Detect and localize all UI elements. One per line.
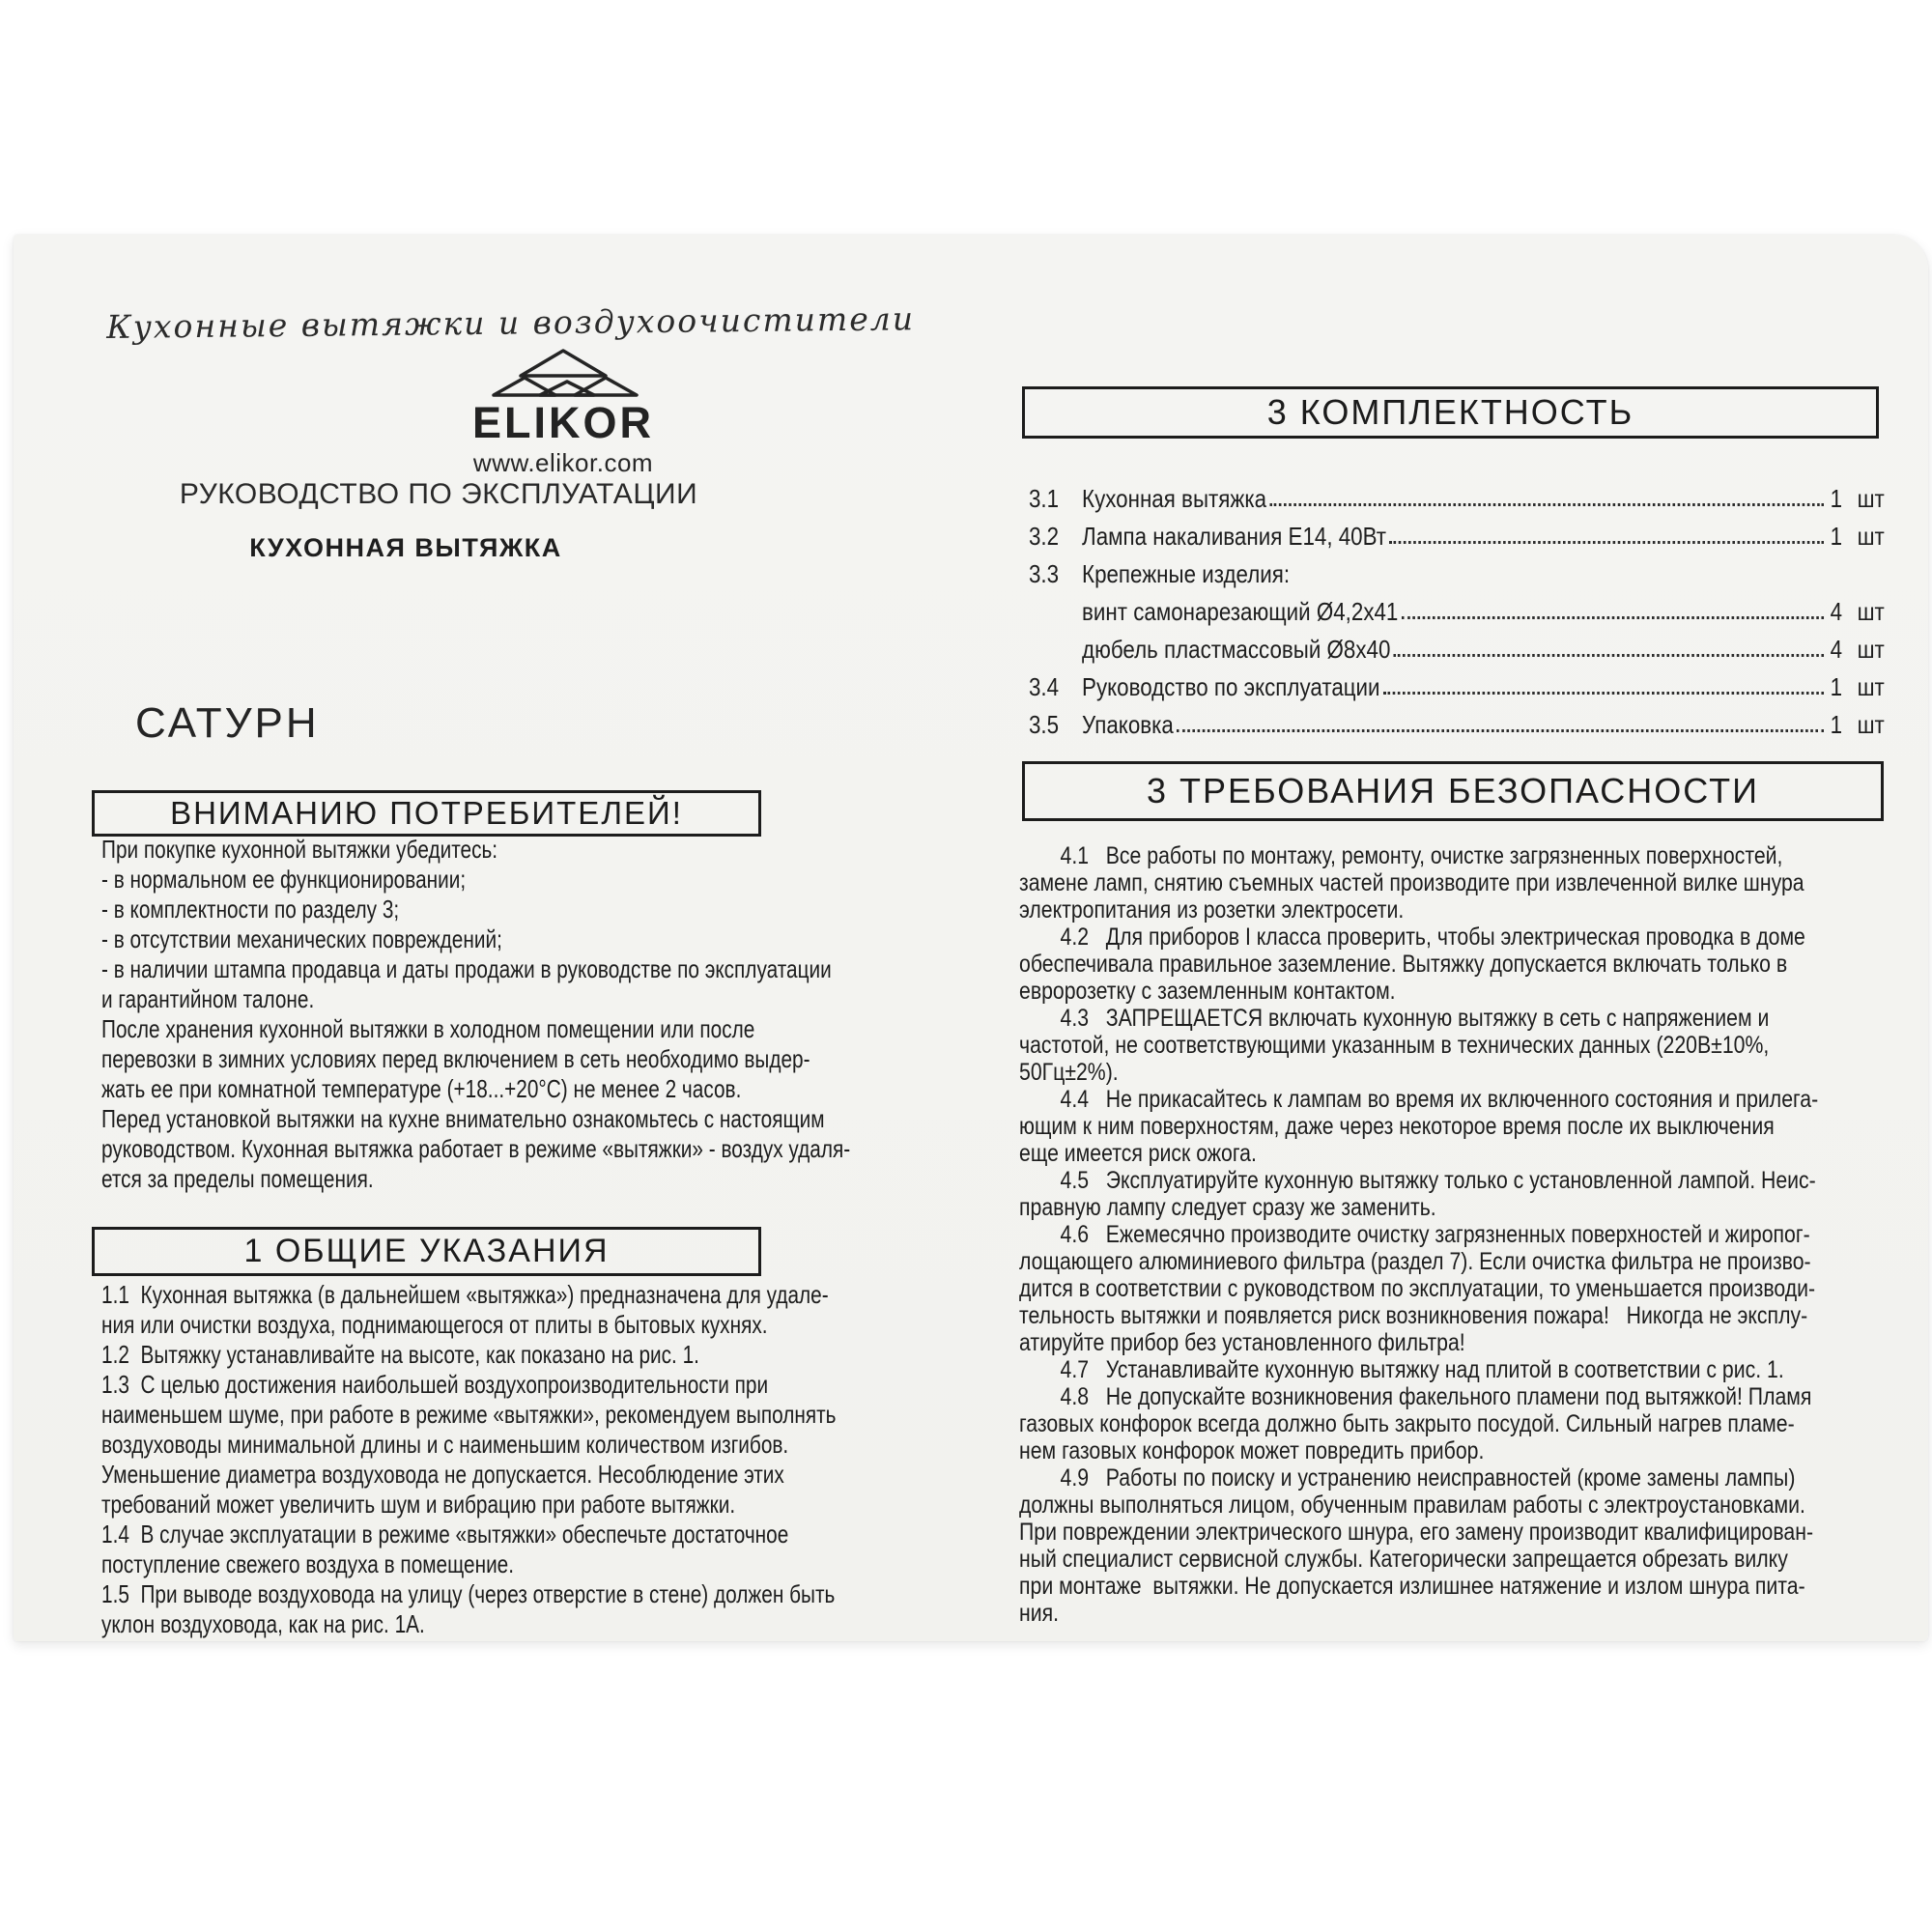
text-line: перевозки в зимних условиях перед включением в сеть необходимо выдер- [101, 1044, 810, 1073]
text-line: При покупке кухонной вытяжки убедитесь: [101, 835, 498, 864]
text-line: 4.5 Эксплуатируйте кухонную вытяжку только с установленной лампой. Неис- [1060, 1167, 1816, 1194]
text-line: 1.2 Вытяжку устанавливайте на высоте, как показано на рис. 1. [101, 1340, 699, 1369]
contents-row [1029, 552, 1885, 589]
contents-row [1029, 514, 1885, 552]
item-quantity: 4 [1830, 597, 1843, 626]
text-line: 4.3 ЗАПРЕЩАЕТСЯ включать кухонную вытяжку в сеть с напряжением и [1060, 1005, 1770, 1032]
text-line: уклон воздуховода, как на рис. 1А. [101, 1609, 425, 1638]
text-line: - в нормальном ее функционировании; [101, 865, 467, 894]
item-number: 3.4 [1029, 672, 1060, 701]
attention-title: ВНИМАНИЮ ПОТРЕБИТЕЛЕЙ! [170, 795, 683, 831]
brand-tagline: Кухонные вытяжки и воздухоочистители [106, 299, 916, 346]
text-line: требований может увеличить шум и вибрацию при работе вытяжки. [101, 1490, 736, 1519]
item-unit: шт [1857, 597, 1885, 626]
text-line: 1.3 С целью достижения наибольшей воздухопроизводительности при [101, 1370, 769, 1399]
contents-title: 3 КОМПЛЕКТНОСТЬ [1266, 392, 1634, 432]
contents-section-header [1022, 386, 1879, 439]
text-line: жать ее при комнатной температуре (+18...+20°С) не менее 2 часов. [101, 1074, 742, 1103]
text-line: дится в соответствии с руководством по эксплуатации, то уменьшается производи- [1019, 1275, 1816, 1302]
text-line: 1.5 При выводе воздуховода на улицу (через отверстие в стене) должен быть [101, 1579, 836, 1608]
text-line: лощающего алюминиевого фильтра (раздел 7). Если очистка фильтра не произво- [1019, 1248, 1811, 1275]
attention-text [101, 835, 851, 1194]
text-line: 4.7 Устанавливайте кухонную вытяжку над плитой в соответствии с рис. 1. [1060, 1356, 1784, 1383]
item-unit: шт [1857, 635, 1885, 664]
text-line: должны выполняться лицом, обученным правилам работы с электроустановками. [1019, 1492, 1805, 1519]
text-line: 4.8 Не допускайте возникновения факельного пламени под вытяжкой! Пламя [1060, 1383, 1812, 1410]
item-unit: шт [1857, 522, 1885, 551]
item-unit: шт [1857, 484, 1885, 513]
safety-text [1019, 842, 1893, 1627]
item-unit: шт [1857, 710, 1885, 739]
text-line: 4.9 Работы по поиску и устранению неисправностей (кроме замены лампы) [1060, 1464, 1796, 1492]
contents-row [1029, 665, 1885, 702]
text-line: ется за пределы помещения. [101, 1164, 374, 1193]
item-text: Лампа накаливания Е14, 40Вт [1082, 522, 1387, 551]
item-text: Руководство по эксплуатации [1082, 672, 1380, 701]
text-line: при монтаже вытяжки. Не допускается излишнее натяжение и излом шнура пита- [1019, 1573, 1805, 1600]
text-line: частотой, не соответствующими указанным в технических данных (220В±10%, [1019, 1032, 1770, 1059]
text-line: воздуховоды минимальной длины и с наименьшим количеством изгибов. [101, 1430, 789, 1459]
text-line: тельность вытяжки и появляется риск возникновения пожара! Никогда не эксплу- [1019, 1302, 1808, 1329]
contents-list [1029, 476, 1885, 740]
contents-row [1029, 476, 1885, 514]
text-line: поступление свежего воздуха в помещение. [101, 1549, 515, 1578]
item-unit: шт [1857, 672, 1885, 701]
general-title: 1 ОБЩИЕ УКАЗАНИЯ [243, 1233, 610, 1269]
text-line: правную лампу следует сразу же заменить. [1019, 1194, 1436, 1221]
item-quantity: 4 [1830, 635, 1843, 664]
text-line: После хранения кухонной вытяжки в холодном помещении или после [101, 1014, 755, 1043]
text-line: и гарантийном талоне. [101, 984, 315, 1013]
contents-row [1029, 702, 1885, 740]
item-number: 3.3 [1029, 559, 1060, 588]
text-line: 50Гц±2%). [1019, 1059, 1119, 1086]
text-line: обеспечивала правильное заземление. Вытяжку допускается включать только в [1019, 951, 1788, 978]
text-line: 4.6 Ежемесячно производите очистку загрязненных поверхностей и жиропог- [1060, 1221, 1810, 1248]
item-text: Упаковка [1082, 710, 1174, 739]
doc-subtitle: КУХОННАЯ ВЫТЯЖКА [249, 533, 562, 562]
dotted-leader [1269, 503, 1824, 506]
contents-row [1029, 589, 1885, 627]
item-quantity: 1 [1830, 672, 1843, 701]
elikor-logo-icon [467, 347, 660, 399]
text-line: наименьшем шуме, при работе в режиме «вытяжки», рекомендуем выполнять [101, 1400, 837, 1429]
model-name: САТУРН [135, 699, 320, 747]
dotted-leader [1394, 654, 1824, 657]
text-line: Уменьшение диаметра воздуховода не допускается. Несоблюдение этих [101, 1460, 784, 1489]
doc-title: РУКОВОДСТВО ПО ЭКСПЛУАТАЦИИ [179, 478, 698, 510]
text-line: замене ламп, снятию съемных частей производите при извлеченной вилке шнура [1019, 869, 1804, 896]
text-line: 4.2 Для приборов I класса проверить, чтобы электрическая проводка в доме [1060, 923, 1805, 951]
text-line: атируйте прибор без установленного фильтра! [1019, 1329, 1465, 1356]
text-line: 1.1 Кухонная вытяжка (в дальнейшем «вытяжка») предназначена для удале- [101, 1280, 829, 1309]
general-section-header [92, 1227, 761, 1276]
text-line: При повреждении электрического шнура, его замену производит квалифицирован- [1019, 1519, 1814, 1546]
elikor-logo [467, 347, 660, 478]
item-text: винт самонарезающий Ø4,2х41 [1082, 597, 1399, 626]
text-line: 4.4 Не прикасайтесь к лампам во время их включенного состояния и прилега- [1060, 1086, 1819, 1113]
text-line: газовых конфорок всегда должно быть закрыто посудой. Сильный нагрев пламе- [1019, 1410, 1795, 1437]
item-number: 3.2 [1029, 522, 1060, 551]
item-text: Кухонная вытяжка [1082, 484, 1267, 513]
general-text [101, 1280, 837, 1639]
safety-title: 3 ТРЕБОВАНИЯ БЕЗОПАСНОСТИ [1147, 771, 1759, 810]
dotted-leader [1383, 692, 1824, 695]
item-number: 3.5 [1029, 710, 1060, 739]
safety-section-header [1022, 761, 1884, 821]
text-line: ния. [1019, 1600, 1060, 1627]
item-text: Крепежные изделия: [1082, 559, 1291, 588]
text-line: - в отсутствии механических повреждений; [101, 924, 502, 953]
text-line: 1.4 В случае эксплуатации в режиме «вытяжки» обеспечьте достаточное [101, 1520, 789, 1548]
text-line: - в наличии штампа продавца и даты продажи в руководстве по эксплуатации [101, 954, 832, 983]
text-line: руководством. Кухонная вытяжка работает в режиме «вытяжки» - воздух удаля- [101, 1134, 851, 1163]
item-text: дюбель пластмассовый Ø8х40 [1082, 635, 1391, 664]
elikor-website: www.elikor.com [472, 448, 654, 477]
text-line: ный специалист сервисной службы. Категорически запрещается обрезать вилку [1019, 1546, 1788, 1573]
elikor-logo-text: ELIKOR [471, 398, 654, 447]
dotted-leader [1402, 616, 1824, 619]
dotted-leader [1389, 541, 1824, 544]
text-line: еще имеется риск ожога. [1019, 1140, 1257, 1167]
item-quantity: 1 [1830, 710, 1843, 739]
text-line: - в комплектности по разделу 3; [101, 895, 400, 923]
item-quantity: 1 [1830, 484, 1843, 513]
text-line: Перед установкой вытяжки на кухне внимательно ознакомьтесь с настоящим [101, 1104, 825, 1133]
dotted-leader [1177, 729, 1824, 732]
text-line: ющим к ним поверхностям, даже через некоторое время после их выключения [1019, 1113, 1775, 1140]
text-line: нем газовых конфорок может повредить прибор. [1019, 1437, 1485, 1464]
text-line: 4.1 Все работы по монтажу, ремонту, очистке загрязненных поверхностей, [1060, 842, 1783, 869]
attention-section-header [92, 790, 761, 837]
text-line: электропитания из розетки электросети. [1019, 896, 1405, 923]
text-line: евророзетку с заземленным контактом. [1019, 978, 1396, 1005]
item-number: 3.1 [1029, 484, 1060, 513]
contents-row [1029, 627, 1885, 665]
item-quantity: 1 [1830, 522, 1843, 551]
text-line: ния или очистки воздуха, поднимающегося от плиты в бытовых кухнях. [101, 1310, 768, 1339]
manual-page [14, 235, 1928, 1641]
